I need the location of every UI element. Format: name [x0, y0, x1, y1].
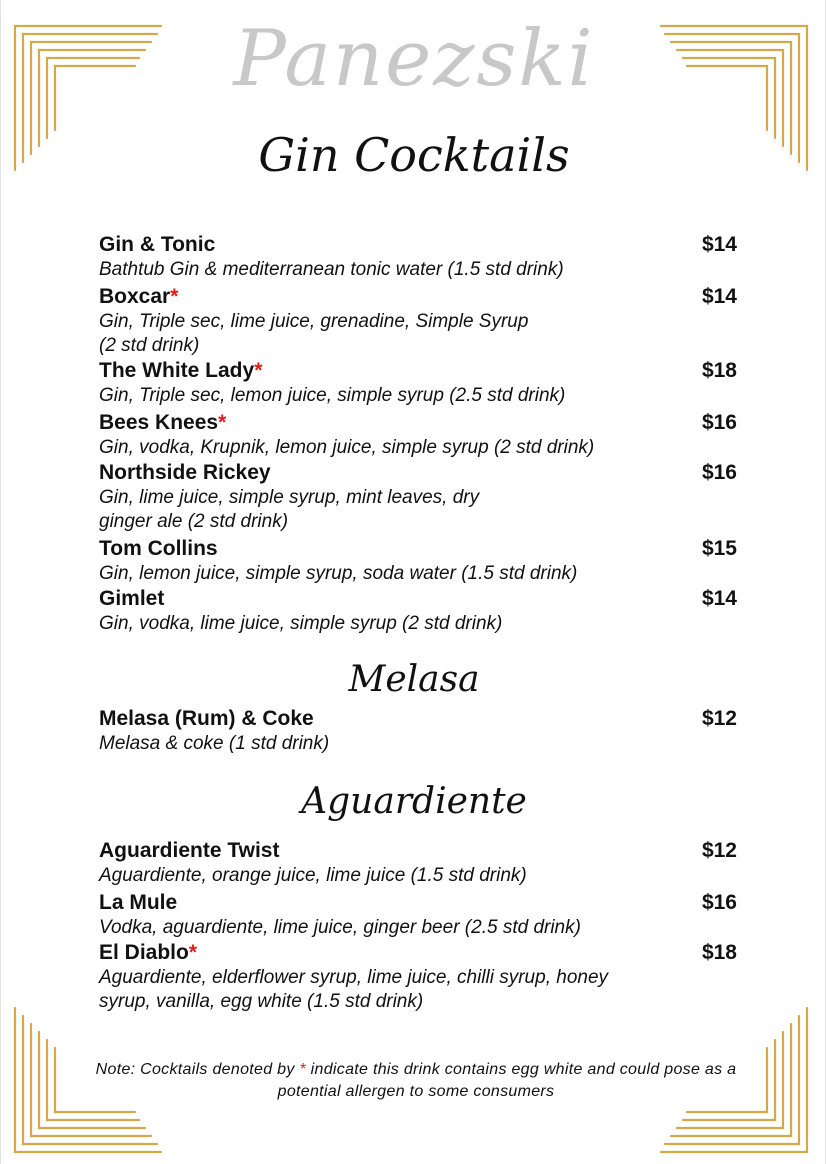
item-name: Boxcar: [99, 285, 171, 308]
note-prefix: Note: Cocktails denoted by: [95, 1061, 300, 1078]
menu-item: [99, 890, 739, 940]
item-price: $16: [701, 461, 737, 484]
item-price: $18: [701, 941, 737, 964]
allergen-note: [91, 1059, 741, 1103]
egg-white-marker: *: [254, 359, 263, 382]
item-name: La Mule: [99, 891, 178, 914]
section-title-aguardiente: Aguardiente: [301, 781, 527, 822]
item-name: Gimlet: [99, 587, 165, 610]
item-name: Aguardiente Twist: [99, 839, 280, 862]
item-price: $14: [701, 587, 737, 610]
menu-item: [99, 940, 739, 1014]
egg-white-marker: *: [170, 285, 179, 308]
menu-item: [99, 838, 739, 888]
menu-item: [99, 536, 739, 586]
item-name: Tom Collins: [99, 537, 218, 560]
item-name: Melasa (Rum) & Coke: [99, 707, 314, 730]
item-description: Gin, vodka, lime juice, simple syrup (2 std drink): [99, 613, 503, 634]
item-description: Gin, lime juice, simple syrup, mint leaves, dry ginger ale (2 std drink): [99, 487, 480, 532]
note-suffix: indicate this drink contains egg white and could pose as a potential allergen to some consumers: [277, 1061, 737, 1100]
egg-white-marker: *: [218, 411, 227, 434]
item-description: Gin, lemon juice, simple syrup, soda water (1.5 std drink): [99, 563, 578, 584]
menu-item: [99, 358, 739, 408]
item-price: $12: [701, 839, 737, 862]
item-description: Gin, Triple sec, lemon juice, simple syrup (2.5 std drink): [99, 385, 566, 406]
menu-item: [99, 284, 739, 358]
menu-item: [99, 232, 739, 282]
item-description: Aguardiente, orange juice, lime juice (1.5 std drink): [99, 865, 527, 886]
item-name: The White Lady: [99, 359, 255, 382]
menu-item: [99, 706, 739, 756]
note-star-marker: *: [299, 1061, 306, 1078]
item-price: $12: [701, 707, 737, 730]
item-description: Melasa & coke (1 std drink): [99, 733, 330, 754]
item-price: $15: [701, 537, 737, 560]
item-description: Gin, Triple sec, lime juice, grenadine, Simple Syrup (2 std drink): [99, 311, 529, 356]
item-name: Gin & Tonic: [99, 233, 216, 256]
item-name: El Diablo: [99, 941, 189, 964]
item-name: Northside Rickey: [99, 461, 271, 484]
item-description: Aguardiente, elderflower syrup, lime juice, chilli syrup, honey syrup, vanilla, egg white (1.5 std drink): [99, 967, 609, 1012]
item-description: Bathtub Gin & mediterranean tonic water (1.5 std drink): [99, 259, 564, 280]
item-price: $14: [701, 285, 737, 308]
brand-logo: Panezski: [233, 14, 595, 104]
menu-item: [99, 586, 739, 636]
item-price: $14: [701, 233, 737, 256]
section-title-melasa: Melasa: [348, 659, 480, 700]
item-price: $18: [701, 359, 737, 382]
egg-white-marker: *: [188, 941, 198, 964]
item-price: $16: [701, 891, 737, 914]
item-description: Vodka, aguardiente, lime juice, ginger beer (2.5 std drink): [99, 917, 581, 938]
menu-item: [99, 410, 739, 460]
item-description: Gin, vodka, Krupnik, lemon juice, simple syrup (2 std drink): [99, 437, 595, 458]
item-name: Bees Knees: [99, 411, 219, 434]
section-title-gin: Gin Cocktails: [258, 128, 570, 182]
item-price: $16: [701, 411, 737, 434]
menu-item: [99, 460, 739, 534]
